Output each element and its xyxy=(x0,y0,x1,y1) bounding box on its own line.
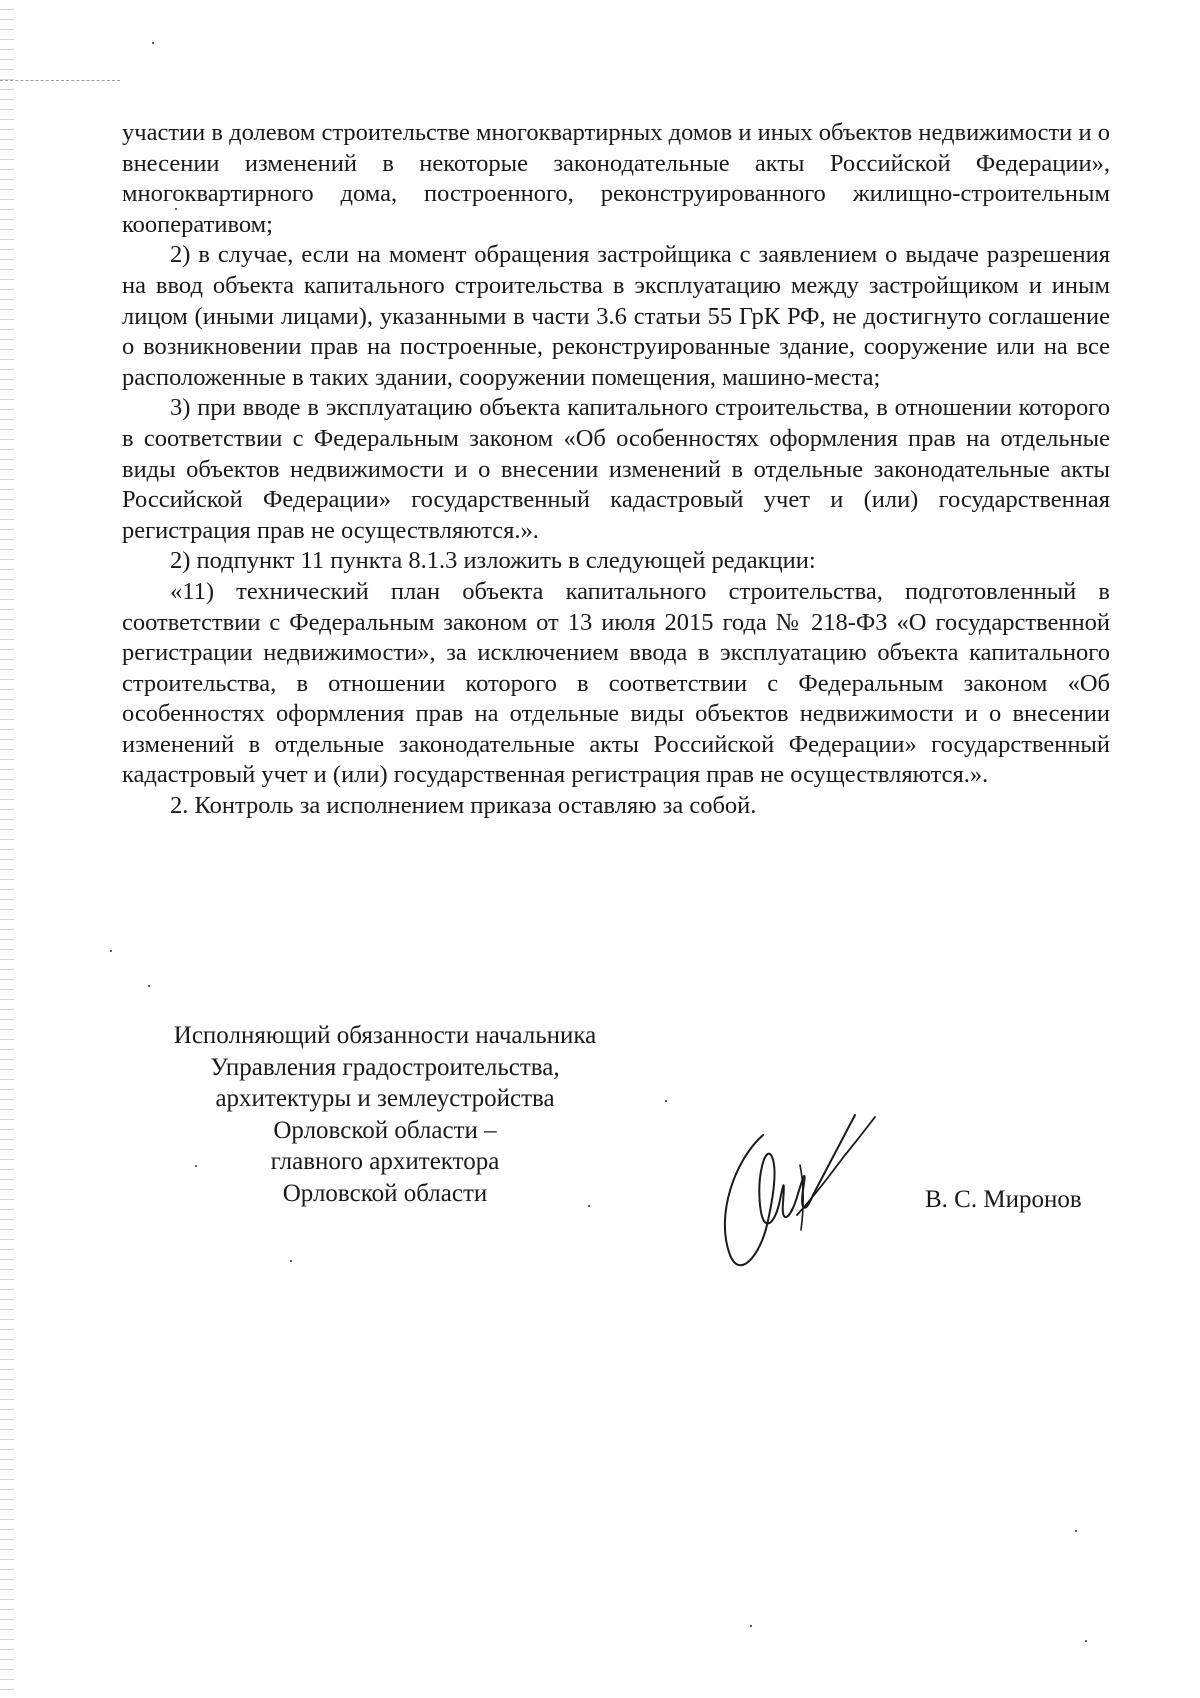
scan-speck xyxy=(588,1205,590,1207)
position-line: Орловской области xyxy=(282,1179,488,1207)
scan-speck xyxy=(1075,1530,1077,1532)
signatory-position xyxy=(140,1020,630,1209)
position-line: Управления градостроительства, xyxy=(210,1053,560,1081)
scan-speck xyxy=(175,208,177,210)
handwritten-signature-icon xyxy=(705,1105,905,1285)
scan-speck xyxy=(110,950,112,952)
position-line: Исполняющий обязанности начальника xyxy=(173,1022,597,1049)
scan-speck xyxy=(750,1625,752,1627)
paragraph-continuation: участии в долевом строительстве многоквартирных домов и иных объектов недвижимости и о внесении изменений в некоторые законодательные акты Российской Федерации», многоквартирного дома, построенного, реконструированного жилищно-строительным кооперативом; xyxy=(122,119,1110,238)
scan-speck xyxy=(148,985,150,987)
scan-top-artifact xyxy=(0,80,120,82)
position-line: архитектуры и землеустройства xyxy=(215,1085,555,1112)
paragraph-control: 2. Контроль за исполнением приказа оставляю за собой. xyxy=(170,792,757,820)
scan-speck xyxy=(152,42,154,44)
scan-speck xyxy=(195,1165,197,1167)
scan-speck xyxy=(665,1100,667,1102)
paragraph-subpoint-11-text: «11) технический план объекта капитального строительства, подготовленный в соответствии с Федеральным законом от 13 июля 2015 года № 218-ФЗ «О государственной регистрации недвижимости», за исключением ввода в эксплуатацию объекта капитального строительства, в отношении которого в соответствии с Федеральным законом «Об особенностях оформления прав на отдельные виды объектов недвижимости и о внесении изменений в отдельные законодательные акты Российской Федерации» государственный кадастровый учет и (или) государственная регистрация прав не осуществляются.». xyxy=(122,577,1110,789)
scan-speck xyxy=(290,1260,292,1262)
signer-name: В. С. Миронов xyxy=(925,1186,1082,1213)
position-line: главного архитектора xyxy=(270,1148,500,1175)
paragraph-subpoint-11-intro: 2) подпункт 11 пункта 8.1.3 изложить в следующей редакции: xyxy=(170,547,816,575)
document-body xyxy=(122,118,1110,822)
scan-edge-artifact xyxy=(0,0,14,1698)
scan-speck xyxy=(1085,1640,1087,1642)
paragraph-item-3: 3) при вводе в эксплуатацию объекта капитального строительства, в отношении которого в соответствии с Федеральным законом «Об особенностях оформления прав на отдельные виды объектов недвижимости и о внесении изменений в отдельные законодательные акты Российской Федерации» государственный кадастровый учет и (или) государственная регистрация прав не осуществляются.». xyxy=(122,394,1110,544)
position-line: Орловской области – xyxy=(273,1116,497,1144)
paragraph-item-2: 2) в случае, если на момент обращения застройщика с заявлением о выдаче разрешения на ввод объекта капитального строительства в эксплуатацию между застройщиком и иным лицом (иными лицами), указанными в части 3.6 статьи 55 ГрК РФ, не достигнуто соглашение о возникновении прав на построенные, реконструированные здание, сооружение или на все расположенные в таких здании, сооружении помещения, машино-места; xyxy=(122,241,1110,391)
